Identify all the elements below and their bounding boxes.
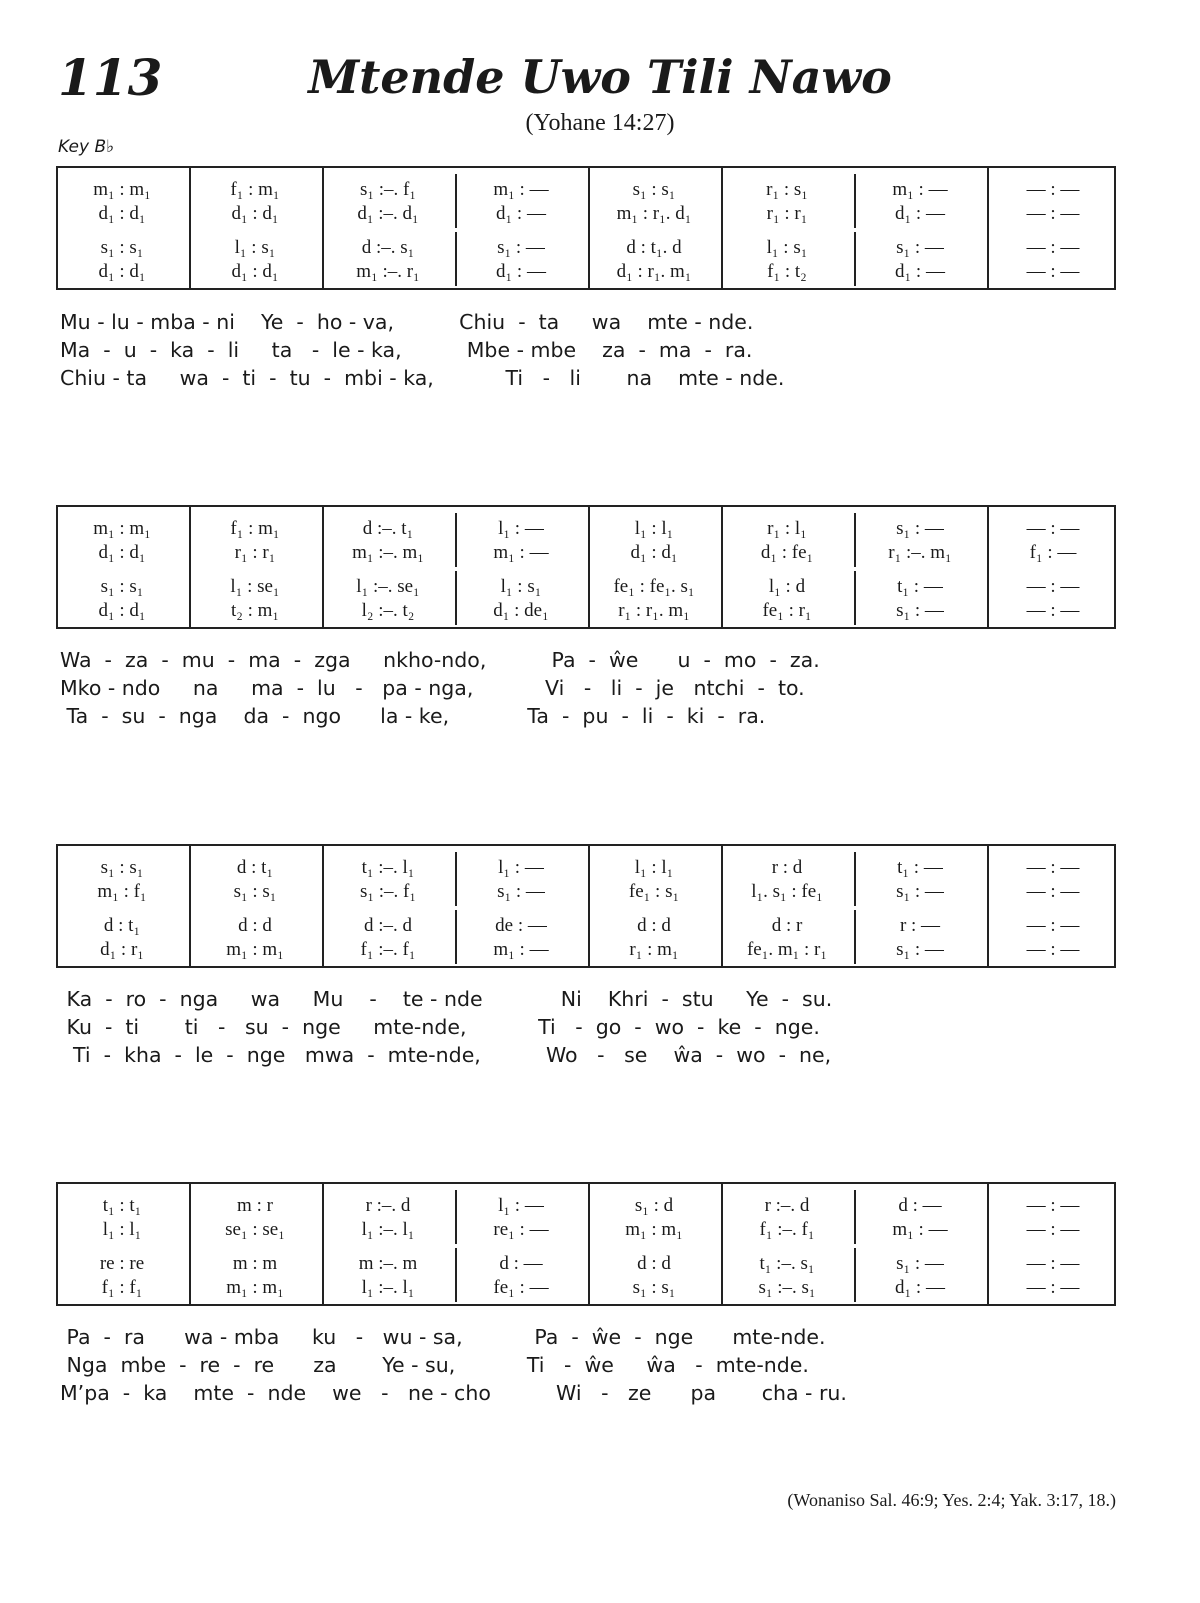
note-cell: r₁ : l₁ bbox=[767, 518, 807, 539]
lyric-line: Chiu - ta wa - ti - tu - mbi - ka, Ti - li na mte - nde. bbox=[60, 366, 785, 390]
hymn-number: 113 bbox=[58, 48, 163, 107]
note-cell: fe₁ : r₁ bbox=[762, 600, 812, 621]
note-cell: l₁ : l₁ bbox=[102, 1219, 142, 1240]
note-cell: m₁ : m₁ bbox=[93, 179, 151, 200]
note-cell: d :–. d bbox=[363, 915, 413, 936]
voice-row bbox=[58, 1218, 1114, 1242]
voice-row bbox=[58, 1252, 1114, 1276]
lyric-line: Pa - ra wa - mba ku - wu - sa, Pa - ŵe - nge mte-nde. bbox=[60, 1325, 826, 1349]
note-cell: l₁ : se₁ bbox=[230, 576, 280, 597]
note-cell: s₁ :–. f₁ bbox=[360, 179, 416, 200]
note-cell: l₁ : — bbox=[498, 518, 544, 539]
note-cell: m₁ : — bbox=[493, 939, 549, 960]
note-cell: r :–. d bbox=[365, 1195, 411, 1216]
note-cell: — : — bbox=[1026, 1277, 1080, 1298]
note-cell: f₁ : — bbox=[1029, 542, 1077, 563]
note-cell: fe₁ : — bbox=[493, 1277, 549, 1298]
note-cell: m₁ :–. m₁ bbox=[352, 542, 424, 563]
voice-row bbox=[58, 880, 1114, 904]
note-cell: se₁ : se₁ bbox=[225, 1219, 285, 1240]
lyric-line: Ku - ti ti - su - nge mte-nde, Ti - go - wo - ke - nge. bbox=[60, 1015, 820, 1039]
note-cell: r : — bbox=[899, 915, 941, 936]
note-cell: f₁ : t₂ bbox=[767, 261, 807, 282]
note-cell: s₁ : s₁ bbox=[100, 237, 144, 258]
note-cell: d₁ : d₁ bbox=[98, 542, 146, 563]
note-cell: — : — bbox=[1026, 1195, 1080, 1216]
note-cell: r :–. d bbox=[764, 1195, 810, 1216]
note-cell: f₁ :–. f₁ bbox=[759, 1219, 815, 1240]
note-cell: r₁ : r₁ bbox=[234, 542, 276, 563]
note-cell: m₁ : r₁. d₁ bbox=[616, 203, 692, 224]
note-cell: t₂ : m₁ bbox=[230, 600, 280, 621]
note-cell: fe₁ : fe₁. s₁ bbox=[613, 576, 695, 597]
note-cell: fe₁ : s₁ bbox=[628, 881, 680, 902]
note-cell: s₁ : — bbox=[896, 939, 944, 960]
voice-row bbox=[58, 517, 1114, 541]
voice-row bbox=[58, 178, 1114, 202]
voice-row bbox=[58, 541, 1114, 565]
note-cell: l₂ :–. t₂ bbox=[361, 600, 415, 621]
note-cell: l₁ : — bbox=[498, 857, 544, 878]
note-cell: l₁ : s₁ bbox=[500, 576, 542, 597]
note-cell: d : t₁ bbox=[236, 857, 274, 878]
note-cell: s₁ : — bbox=[497, 881, 545, 902]
note-cell: s₁ : s₁ bbox=[100, 576, 144, 597]
note-cell: d : d bbox=[238, 915, 272, 936]
note-cell: l₁ : s₁ bbox=[234, 237, 276, 258]
note-cell: s₁ : — bbox=[896, 1253, 944, 1274]
note-cell: f₁ : m₁ bbox=[230, 179, 280, 200]
lyrics-block bbox=[60, 308, 1060, 392]
note-cell: d₁ : d₁ bbox=[231, 203, 279, 224]
note-cell: f₁ : m₁ bbox=[230, 518, 280, 539]
lyric-line: Ta - su - nga da - ngo la - ke, Ta - pu - li - ki - ra. bbox=[60, 704, 766, 728]
note-cell: m₁ : m₁ bbox=[226, 939, 284, 960]
note-cell: l₁ :–. se₁ bbox=[356, 576, 420, 597]
voice-row bbox=[58, 1276, 1114, 1300]
note-cell: d : r bbox=[771, 915, 803, 936]
note-cell: l₁ : d bbox=[768, 576, 806, 597]
voice-row bbox=[58, 1194, 1114, 1218]
note-cell: d₁ : d₁ bbox=[231, 261, 279, 282]
note-cell: m₁ : f₁ bbox=[97, 881, 147, 902]
note-cell: d : d bbox=[637, 915, 671, 936]
note-cell: d₁ : — bbox=[895, 261, 945, 282]
lyric-line: Mko - ndo na ma - lu - pa - nga, Vi - li - je ntchi - to. bbox=[60, 676, 805, 700]
note-cell: f₁ : f₁ bbox=[101, 1277, 143, 1298]
note-cell: s₁ : s₁ bbox=[632, 1277, 676, 1298]
note-cell: r₁ : r₁ bbox=[766, 203, 808, 224]
note-cell: d₁ : — bbox=[895, 1277, 945, 1298]
note-cell: l₁ : l₁ bbox=[634, 518, 674, 539]
note-cell: t₁ : — bbox=[897, 857, 943, 878]
note-cell: m₁ : — bbox=[892, 179, 948, 200]
note-cell: s₁ : s₁ bbox=[632, 179, 676, 200]
note-cell: l₁ : l₁ bbox=[634, 857, 674, 878]
note-cell: r : d bbox=[771, 857, 803, 878]
voice-row bbox=[58, 236, 1114, 260]
note-cell: r₁ :–. m₁ bbox=[888, 542, 952, 563]
key-signature: Key B♭ bbox=[58, 137, 115, 157]
note-cell: d₁ : d₁ bbox=[98, 600, 146, 621]
note-cell: d₁ : d₁ bbox=[98, 203, 146, 224]
note-cell: l₁. s₁ : fe₁ bbox=[751, 881, 823, 902]
note-cell: m₁ : m₁ bbox=[625, 1219, 683, 1240]
note-cell: d₁ :–. d₁ bbox=[357, 203, 419, 224]
note-cell: re : re bbox=[99, 1253, 145, 1274]
hymn-title: Mtende Uwo Tili Nawo bbox=[308, 50, 892, 104]
note-cell: r₁ : r₁. m₁ bbox=[618, 600, 690, 621]
note-cell: m₁ : m₁ bbox=[226, 1277, 284, 1298]
note-cell: s₁ : d bbox=[634, 1195, 674, 1216]
note-cell: f₁ :–. f₁ bbox=[360, 939, 416, 960]
note-cell: s₁ :–. s₁ bbox=[758, 1277, 816, 1298]
lyric-line: M’pa - ka mte - nde we - ne - cho Wi - ze pa cha - ru. bbox=[60, 1381, 847, 1405]
note-cell: — : — bbox=[1026, 203, 1080, 224]
voice-row bbox=[58, 575, 1114, 599]
note-cell: s₁ : s₁ bbox=[233, 881, 277, 902]
lyric-line: Nga mbe - re - re za Ye - su, Ti - ŵe ŵa - mte-nde. bbox=[60, 1353, 809, 1377]
voice-row bbox=[58, 914, 1114, 938]
note-cell: t₁ :–. l₁ bbox=[361, 857, 415, 878]
note-cell: s₁ : — bbox=[896, 600, 944, 621]
note-cell: t₁ : — bbox=[897, 576, 943, 597]
note-cell: d₁ : d₁ bbox=[98, 261, 146, 282]
note-cell: m : m bbox=[232, 1253, 278, 1274]
note-cell: d₁ : — bbox=[496, 203, 546, 224]
note-cell: l₁ :–. l₁ bbox=[361, 1219, 415, 1240]
voice-row bbox=[58, 260, 1114, 284]
note-cell: r₁ : m₁ bbox=[629, 939, 679, 960]
note-cell: — : — bbox=[1026, 915, 1080, 936]
note-cell: t₁ : t₁ bbox=[102, 1195, 142, 1216]
lyrics-block bbox=[60, 1323, 1060, 1407]
lyric-line: Wa - za - mu - ma - zga nkho-ndo, Pa - ŵe u - mo - za. bbox=[60, 648, 820, 672]
note-cell: s₁ :–. f₁ bbox=[360, 881, 416, 902]
note-cell: — : — bbox=[1026, 518, 1080, 539]
note-cell: d : — bbox=[499, 1253, 543, 1274]
note-cell: — : — bbox=[1026, 857, 1080, 878]
note-cell: d₁ : — bbox=[895, 203, 945, 224]
note-cell: m : r bbox=[237, 1195, 273, 1216]
lyrics-block bbox=[60, 646, 1060, 730]
note-cell: d₁ : — bbox=[496, 261, 546, 282]
lyric-line: Mu - lu - mba - ni Ye - ho - va, Chiu - ta wa mte - nde. bbox=[60, 310, 754, 334]
note-cell: d : t₁. d bbox=[626, 237, 682, 258]
lyrics-block bbox=[60, 985, 1060, 1069]
note-cell: — : — bbox=[1026, 179, 1080, 200]
voice-row bbox=[58, 938, 1114, 962]
lyric-line: Ti - kha - le - nge mwa - mte-nde, Wo - se ŵa - wo - ne, bbox=[60, 1043, 832, 1067]
note-cell: s₁ : — bbox=[896, 237, 944, 258]
note-cell: m :–. m bbox=[358, 1253, 418, 1274]
note-cell: d : — bbox=[898, 1195, 942, 1216]
lyric-line: Ma - u - ka - li ta - le - ka, Mbe - mbe za - ma - ra. bbox=[60, 338, 753, 362]
note-cell: s₁ : — bbox=[896, 881, 944, 902]
note-cell: de : — bbox=[495, 915, 547, 936]
note-cell: m₁ : — bbox=[493, 179, 549, 200]
scripture-reference: (Yohane 14:27) bbox=[525, 110, 675, 136]
notation-system bbox=[56, 844, 1116, 968]
note-cell: d : d bbox=[637, 1253, 671, 1274]
notation-system bbox=[56, 505, 1116, 629]
note-cell: — : — bbox=[1026, 576, 1080, 597]
note-cell: d₁ : fe₁ bbox=[760, 542, 814, 563]
note-cell: m₁ : — bbox=[892, 1219, 948, 1240]
voice-row bbox=[58, 856, 1114, 880]
note-cell: re₁ : — bbox=[493, 1219, 549, 1240]
note-cell: — : — bbox=[1026, 881, 1080, 902]
note-cell: d₁ : de₁ bbox=[493, 600, 549, 621]
note-cell: — : — bbox=[1026, 237, 1080, 258]
note-cell: d₁ : r₁. m₁ bbox=[616, 261, 692, 282]
note-cell: m₁ : m₁ bbox=[93, 518, 151, 539]
note-cell: l₁ :–. l₁ bbox=[361, 1277, 415, 1298]
voice-row bbox=[58, 599, 1114, 623]
note-cell: d₁ : r₁ bbox=[100, 939, 144, 960]
note-cell: s₁ : s₁ bbox=[100, 857, 144, 878]
note-cell: r₁ : s₁ bbox=[766, 179, 808, 200]
notation-system bbox=[56, 166, 1116, 290]
note-cell: fe₁. m₁ : r₁ bbox=[746, 939, 828, 960]
note-cell: — : — bbox=[1026, 1253, 1080, 1274]
note-cell: s₁ : — bbox=[497, 237, 545, 258]
note-cell: — : — bbox=[1026, 1219, 1080, 1240]
notation-system bbox=[56, 1182, 1116, 1306]
note-cell: t₁ :–. s₁ bbox=[759, 1253, 815, 1274]
note-cell: — : — bbox=[1026, 600, 1080, 621]
footer-references: (Wonaniso Sal. 46:9; Yes. 2:4; Yak. 3:17, 18.) bbox=[787, 1490, 1116, 1510]
note-cell: — : — bbox=[1026, 261, 1080, 282]
note-cell: m₁ : — bbox=[493, 542, 549, 563]
note-cell: m₁ :–. r₁ bbox=[356, 261, 420, 282]
note-cell: — : — bbox=[1026, 939, 1080, 960]
lyric-line: Ka - ro - nga wa Mu - te - nde Ni Khri - stu Ye - su. bbox=[60, 987, 833, 1011]
note-cell: l₁ : — bbox=[498, 1195, 544, 1216]
voice-row bbox=[58, 202, 1114, 226]
note-cell: d :–. s₁ bbox=[361, 237, 415, 258]
note-cell: d : t₁ bbox=[103, 915, 141, 936]
note-cell: d :–. t₁ bbox=[362, 518, 414, 539]
note-cell: s₁ : — bbox=[896, 518, 944, 539]
note-cell: d₁ : d₁ bbox=[630, 542, 678, 563]
note-cell: l₁ : s₁ bbox=[766, 237, 808, 258]
